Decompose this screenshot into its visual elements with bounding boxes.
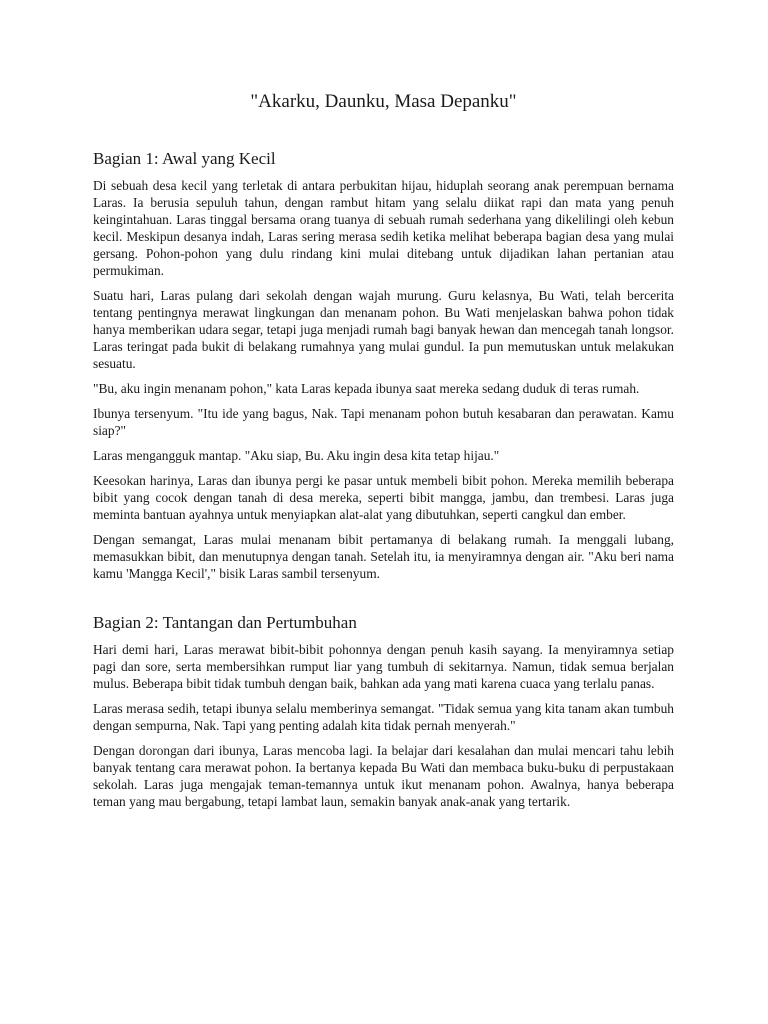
section-bagian-1: [93, 148, 674, 582]
section-heading: Bagian 2: Tantangan dan Pertumbuhan: [93, 613, 357, 632]
paragraph: Dengan semangat, Laras mulai menanam bibit pertamanya di belakang rumah. Ia menggali lubang, memasukkan bibit, dan menutupnya dengan tanah. Setelah itu, ia menyiramnya dengan air. "Aku beri nama kamu 'Mangga Kecil'," bisik Laras sambil tersenyum.: [93, 532, 674, 581]
paragraph: Ibunya tersenyum. "Itu ide yang bagus, Nak. Tapi menanam pohon butuh kesabaran dan perawatan. Kamu siap?": [93, 406, 674, 438]
paragraph: Di sebuah desa kecil yang terletak di antara perbukitan hijau, hiduplah seorang anak perempuan bernama Laras. Ia berusia sepuluh tahun, dengan rambut hitam yang selalu diikat rapi dan mata yang penuh keingintahuan. Laras tinggal bersama orang tuanya di sebuah rumah sederhana yang dikelilingi oleh kebun kecil. Meskipun desanya indah, Laras sering merasa sedih ketika melihat beberapa bagian desa yang mulai gersang. Pohon-pohon yang dulu rindang kini mulai ditebang untuk dijadikan lahan pertanian atau permukiman.: [93, 178, 674, 278]
paragraph: Laras merasa sedih, tetapi ibunya selalu memberinya semangat. "Tidak semua yang kita tanam akan tumbuh dengan sempurna, Nak. Tapi yang penting adalah kita tidak pernah menyerah.": [93, 701, 674, 733]
paragraph: "Bu, aku ingin menanam pohon," kata Laras kepada ibunya saat mereka sedang duduk di teras rumah.: [93, 381, 640, 396]
paragraph: Laras mengangguk mantap. "Aku siap, Bu. Aku ingin desa kita tetap hijau.": [93, 448, 500, 463]
document-title: "Akarku, Daunku, Masa Depanku": [250, 91, 517, 112]
paragraph: Hari demi hari, Laras merawat bibit-bibit pohonnya dengan penuh kasih sayang. Ia menyiramnya setiap pagi dan sore, serta membersihkan rumput liar yang tumbuh di sekitarnya. Namun, tidak semua berjalan mulus. Beberapa bibit tidak tumbuh dengan baik, bahkan ada yang mati karena cuaca yang terlalu panas.: [93, 642, 674, 691]
section-heading: Bagian 1: Awal yang Kecil: [93, 149, 276, 168]
document-page: [93, 0, 674, 818]
section-bagian-2: [93, 612, 674, 810]
paragraph: Suatu hari, Laras pulang dari sekolah dengan wajah murung. Guru kelasnya, Bu Wati, telah bercerita tentang pentingnya merawat lingkungan dan menanam pohon. Bu Wati menjelaskan bahwa pohon tidak hanya memberikan udara segar, tetapi juga menjadi rumah bagi banyak hewan dan mencegah tanah longsor. Laras teringat pada bukit di belakang rumahnya yang mulai gundul. Ia pun memutuskan untuk melakukan sesuatu.: [93, 288, 674, 371]
paragraph: Dengan dorongan dari ibunya, Laras mencoba lagi. Ia belajar dari kesalahan dan mulai mencari tahu lebih banyak tentang cara merawat pohon. Ia bertanya kepada Bu Wati dan membaca buku-buku di perpustakaan sekolah. Laras juga mengajak teman-temannya untuk ikut menanam pohon. Awalnya, hanya beberapa teman yang mau bergabung, tetapi lambat laun, semakin banyak anak-anak yang tertarik.: [93, 743, 674, 809]
paragraph: Keesokan harinya, Laras dan ibunya pergi ke pasar untuk membeli bibit pohon. Mereka memilih beberapa bibit yang cocok dengan tanah di desa mereka, seperti bibit mangga, jambu, dan trembesi. Laras juga meminta bantuan ayahnya untuk menyiapkan alat-alat yang dibutuhkan, seperti cangkul dan ember.: [93, 473, 674, 522]
